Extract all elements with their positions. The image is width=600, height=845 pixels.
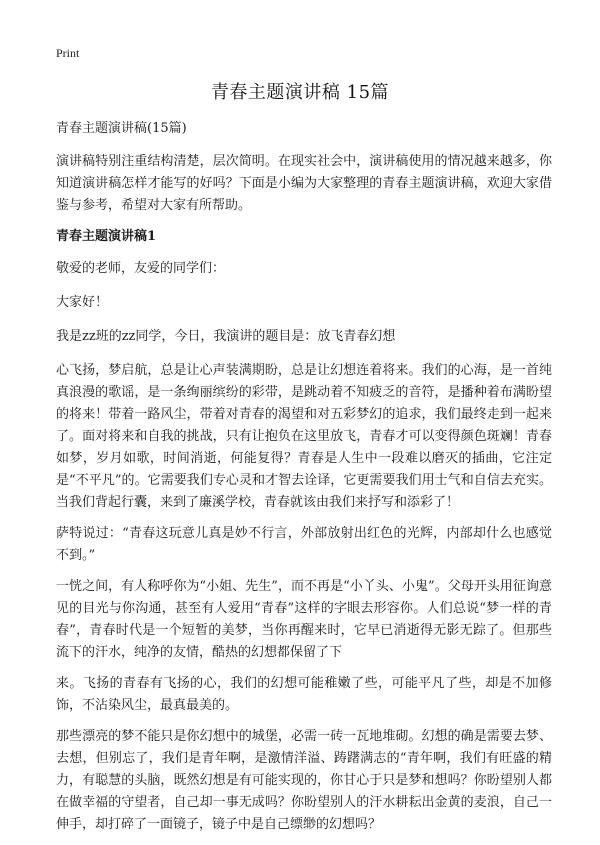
body-paragraph-5: 那些漂亮的梦不能只是你幻想中的城堡，必需一砖一瓦地堆砌。幻想的确是需要去梦、去想，但别忘了，我们是青年啊，是激情洋溢、踌躇满志的“青年啊，我们有旺盛的精力，有聪慧的头脑，既然幻想是有可能实现的，你甘心于只是梦和想吗？你盼望别人都在做幸福的守望者，自己却一事无成吗？你盼望别人的汗水耕耘出金黄的麦浪，自己一伸手，却打碎了一面镜子，镜子中是自己缥缈的幻想吗？ <box>56 729 552 832</box>
body-paragraph-4: 来。飞扬的青春有飞扬的心，我们的幻想可能稚嫩了些，可能平凡了些，却是不加修饰，不沾染风尘，最真最美的。 <box>56 676 552 713</box>
greeting-paragraph: 大家好！ <box>56 295 109 310</box>
salutation-paragraph: 敬爱的老师，友爱的同学们： <box>56 261 226 276</box>
print-link[interactable]: Print <box>56 46 80 60</box>
speaker-intro-paragraph: 我是zz班的zz同学，今日，我演讲的题目是：放飞青春幻想 <box>56 329 396 344</box>
body-paragraph-3: 一恍之间，有人称呼你为“小姐、先生”，而不再是“小丫头、小鬼”。父母开头用征询意见的目光与你沟通，甚至有人爱用“青春”这样的字眼去形容你。人们总说“梦一样的青春”，青春时代是一个短暂的美梦，当你再醒来时，它早已消逝得无影无踪了。但那些流下的汗水，纯净的友情，酷热的幻想都保留了下 <box>56 579 552 660</box>
section-heading: 青春主题演讲稿1 <box>56 229 157 244</box>
page-title: 青春主题演讲稿 15篇 <box>210 82 390 103</box>
body-paragraph-1: 心飞扬，梦启航，总是让心声装满期盼，总是让幻想连着将来。我们的心海，是一首纯真浪漫的歌谣，是一条绚丽缤纷的彩带，是跳动着不知疲乏的音符，是播种着布满盼望的将来！带着一路风尘，带着对青春的渴望和对五彩梦幻的追求，我们最终走到一起来了。面对将来和自我的挑战，只有让抱负在这里放飞，青春才可以变得颜色斑斓！青春如梦，岁月如歌，时间消逝，何能复得？青春是人生中一段难以磨灭的插曲，它注定是“不平凡”的。它需要我们专心灵和才智去诠译，它更需要我们用士气和自信去充实。当我们背起行囊，来到了廉溪学校，青春就该由我们来抒写和添彩了！ <box>56 363 552 510</box>
body-paragraph-2: 萨特说过：“青春这玩意儿真是妙不行言，外部放射出红色的光辉，内部却什么也感觉不到。” <box>56 526 552 563</box>
intro-paragraph: 演讲稿特别注重结构清楚，层次简明。在现实社会中，演讲稿使用的情况越来越多，你知道演讲稿怎样才能写的好吗？下面是小编为大家整理的青春主题演讲稿，欢迎大家借鉴与参考，希望对大家有所帮助。 <box>56 154 552 213</box>
document-body <box>56 118 552 845</box>
document-subtitle: 青春主题演讲稿(15篇) <box>56 121 187 136</box>
